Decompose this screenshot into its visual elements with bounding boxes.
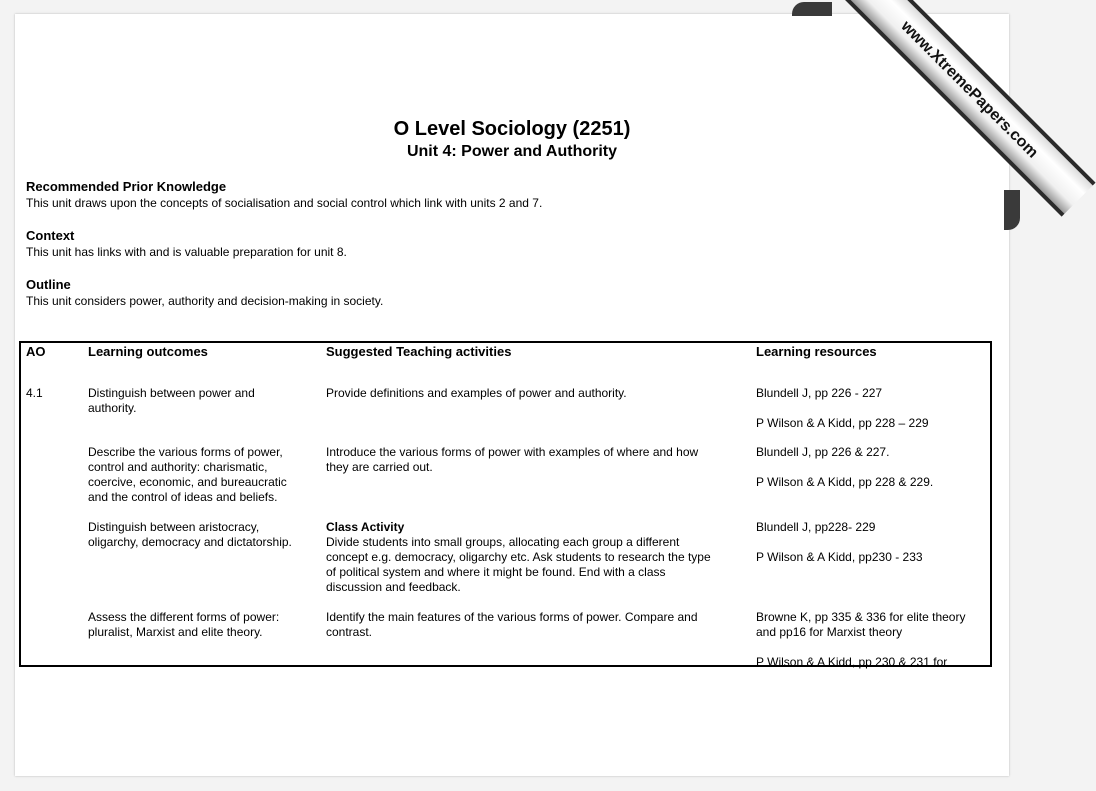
- column-header-learning-outcomes: Learning outcomes: [88, 344, 208, 359]
- ao-number: 4.1: [26, 386, 43, 400]
- page-subtitle: Unit 4: Power and Authority: [406, 143, 618, 160]
- table-row-4-activity: Identify the main features of the various forms of power. Compare and contrast.: [326, 610, 698, 639]
- outline-text: This unit considers power, authority and decision-making in society.: [26, 294, 384, 308]
- table-row-3-resources: Blundell J, pp228- 229 P Wilson & A Kidd, pp230 - 233: [756, 520, 923, 564]
- table-row-4-resources: Browne K, pp 335 & 336 for elite theory and pp16 for Marxist theory P Wilson & A Kidd, pp 230 & 231 for: [756, 610, 966, 669]
- table-row-2-outcome: Describe the various forms of power, control and authority: charismatic, coercive, economic, and bureaucratic and the control of ideas and beliefs.: [88, 445, 287, 504]
- table-row-1-outcome: Distinguish between power and authority.: [88, 386, 255, 415]
- table-row-4-outcome: Assess the different forms of power: pluralist, Marxist and elite theory.: [88, 610, 280, 639]
- table-row-1-resources: Blundell J, pp 226 - 227 P Wilson & A Kidd, pp 228 – 229: [756, 386, 929, 430]
- column-header-teaching-activities: Suggested Teaching activities: [326, 344, 512, 359]
- context-heading: Context: [26, 228, 75, 243]
- outline-heading: Outline: [26, 277, 71, 292]
- page-title: O Level Sociology (2251): [393, 118, 631, 140]
- table-row-3-outcome: Distinguish between aristocracy, oligarchy, democracy and dictatorship.: [88, 520, 292, 549]
- context-text: This unit has links with and is valuable preparation for unit 8.: [26, 245, 347, 259]
- prior-knowledge-heading: Recommended Prior Knowledge: [26, 179, 227, 194]
- table-row-1-activity: Provide definitions and examples of power and authority.: [326, 386, 627, 400]
- table-row-2-resources: Blundell J, pp 226 & 227. P Wilson & A Kidd, pp 228 & 229.: [756, 445, 934, 489]
- class-activity-heading: Class Activity: [326, 520, 405, 534]
- table-row-2-activity: Introduce the various forms of power with examples of where and how they are carried out.: [326, 445, 699, 474]
- column-header-ao: AO: [26, 344, 46, 359]
- column-header-learning-resources: Learning resources: [756, 344, 877, 359]
- table-row-3-activity: Class Activity Divide students into small groups, allocating each group a different concept e.g. democracy, oligarchy etc. Ask students to research the type of political system and where it might be found. End with a class discussion and feedback.: [326, 520, 711, 594]
- watermark-ribbon: www.XtremePapers.com: [842, 0, 1095, 217]
- corner-ribbon: [794, 0, 1042, 230]
- prior-knowledge-text: This unit draws upon the concepts of socialisation and social control which link with units 2 and 7.: [26, 196, 543, 210]
- learning-table: [19, 341, 992, 667]
